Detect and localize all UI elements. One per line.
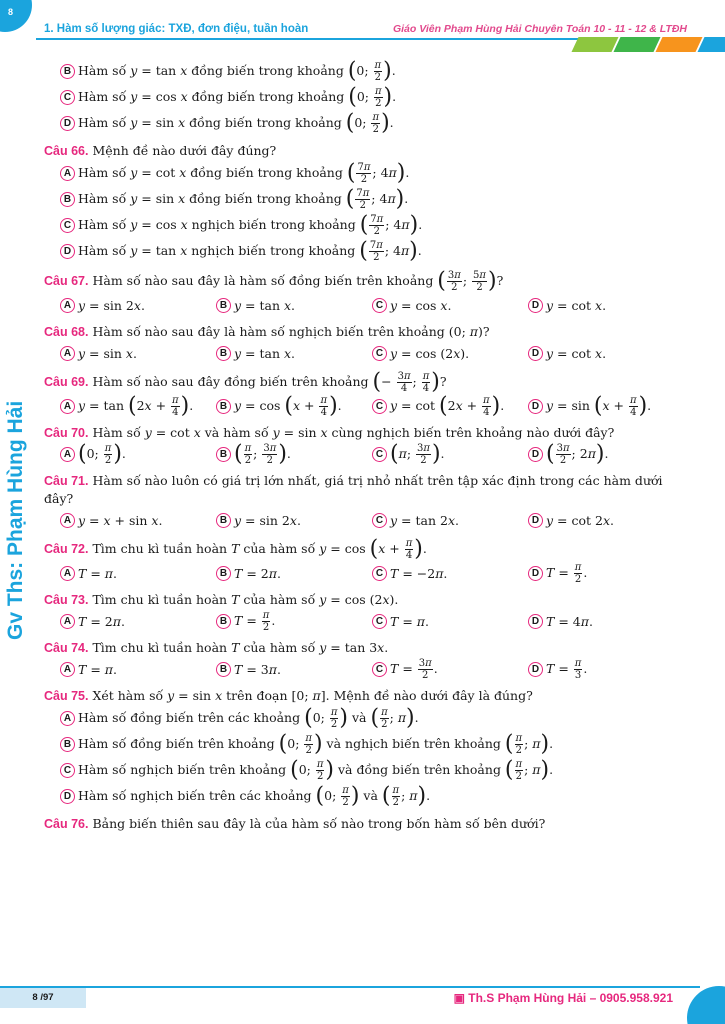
question-text: Hàm số nào sau đây là hàm số nghịch biến trên khoảng (0; π)? bbox=[92, 324, 490, 339]
option-text: y = cot x. bbox=[546, 297, 607, 313]
option-badge: C bbox=[372, 566, 387, 581]
option-badge: C bbox=[372, 662, 387, 677]
option-badge: B bbox=[216, 662, 231, 677]
answer-option-a[interactable] bbox=[60, 341, 216, 365]
answer-option-c[interactable] bbox=[372, 442, 528, 466]
option-text: Hàm số y = cot x đồng biến trong khoảng ( $\frac{7\pi}{2}$ ; 4π). bbox=[78, 160, 410, 185]
option-badge: D bbox=[528, 614, 543, 629]
answer-option-a[interactable] bbox=[60, 561, 216, 585]
question-block bbox=[44, 687, 684, 809]
option-row bbox=[44, 508, 684, 532]
option-text: y = sin 2x. bbox=[78, 297, 145, 313]
question-label: Câu 69. bbox=[44, 375, 89, 389]
option-text: Hàm số y = cos x đồng biến trong khoảng (0; $\frac{\pi}{2}$ ). bbox=[78, 84, 397, 109]
option-row bbox=[44, 341, 684, 365]
option-text: Hàm số đồng biến trên khoảng (0; $\frac{\pi}{2}$ ) và nghịch biến trên khoảng ( $\frac{\pi}{2}$ ; π). bbox=[78, 731, 554, 756]
option-badge: D bbox=[528, 513, 543, 528]
answer-option-a[interactable] bbox=[44, 160, 684, 186]
question-stem bbox=[44, 639, 684, 657]
answer-option-b[interactable] bbox=[44, 58, 684, 84]
option-text: T = 4π. bbox=[546, 613, 593, 629]
option-row bbox=[44, 609, 684, 633]
option-badge: D bbox=[528, 298, 543, 313]
answer-option-d[interactable] bbox=[528, 293, 684, 317]
answer-option-a[interactable] bbox=[60, 394, 216, 418]
question-stem bbox=[44, 424, 684, 442]
option-text: Hàm số y = sin x đồng biến trong khoảng (0; $\frac{\pi}{2}$ ). bbox=[78, 110, 394, 135]
answer-option-c[interactable] bbox=[44, 757, 684, 783]
option-text: ( $\frac{\pi}{2}$ ; $\frac{3\pi}{2}$ ). bbox=[234, 441, 291, 466]
answer-option-c[interactable] bbox=[372, 293, 528, 317]
answer-option-c[interactable] bbox=[372, 561, 528, 585]
option-badge: C bbox=[372, 614, 387, 629]
question-text: Tìm chu kì tuần hoàn T của hàm số y = cos (2x). bbox=[92, 592, 399, 607]
answer-option-c[interactable] bbox=[44, 84, 684, 110]
question-block bbox=[44, 591, 684, 633]
option-badge: B bbox=[216, 566, 231, 581]
question-label: Câu 70. bbox=[44, 426, 89, 440]
question-list bbox=[44, 58, 684, 839]
document-icon: ▣ bbox=[453, 991, 469, 1005]
option-text: Hàm số nghịch biến trên các khoảng (0; $\frac{\pi}{2}$ ) và ( $\frac{\pi}{2}$ ; π). bbox=[78, 783, 431, 808]
header-color-bars bbox=[565, 37, 725, 52]
answer-option-d[interactable] bbox=[528, 508, 684, 532]
option-text: T = $\frac{\pi}{3}$ . bbox=[546, 657, 588, 681]
question-block bbox=[44, 424, 684, 466]
option-text: Hàm số đồng biến trên các khoảng (0; $\frac{\pi}{2}$ ) và ( $\frac{\pi}{2}$ ; π). bbox=[78, 705, 419, 730]
option-badge: A bbox=[60, 662, 75, 677]
option-badge: D bbox=[528, 346, 543, 361]
answer-option-a[interactable] bbox=[60, 657, 216, 681]
header-bar-1 bbox=[572, 37, 619, 52]
option-badge: B bbox=[60, 192, 75, 207]
header-author: Giáo Viên Phạm Hùng Hải Chuyên Toán 10 - 11 - 12 & LTĐH bbox=[392, 23, 687, 35]
question-label: Câu 71. bbox=[44, 474, 89, 488]
answer-option-d[interactable] bbox=[44, 238, 684, 264]
option-text: y = sin 2x. bbox=[234, 512, 301, 528]
answer-option-b[interactable] bbox=[44, 731, 684, 757]
option-badge: A bbox=[60, 566, 75, 581]
question-text: Hàm số y = cot x và hàm số y = sin x cùng nghịch biến trên khoảng nào dưới đây? bbox=[92, 425, 615, 440]
option-row bbox=[44, 561, 684, 585]
option-badge: C bbox=[372, 346, 387, 361]
answer-option-c[interactable] bbox=[372, 394, 528, 418]
option-text: y = tan (2x + $\frac{\pi}{4}$ ). bbox=[78, 393, 194, 418]
question-text: Xét hàm số y = sin x trên đoạn [0; π]. Mệnh đề nào dưới đây là đúng? bbox=[92, 688, 533, 703]
question-block bbox=[44, 815, 684, 833]
footer-page-indicator: 8 /97 bbox=[0, 988, 86, 1008]
answer-option-d[interactable] bbox=[528, 609, 684, 633]
answer-option-d[interactable] bbox=[44, 783, 684, 809]
page-number: 8 bbox=[8, 7, 14, 17]
question-stem bbox=[44, 591, 684, 609]
option-text: y = cos x. bbox=[390, 297, 452, 313]
chapter-title: 1. Hàm số lượng giác: TXĐ, đơn điệu, tuần hoàn bbox=[44, 23, 309, 35]
option-row bbox=[44, 442, 684, 466]
answer-option-d[interactable] bbox=[528, 394, 684, 418]
question-stem bbox=[44, 472, 684, 508]
option-text: Hàm số y = tan x nghịch biến trong khoảng ( $\frac{7\pi}{2}$ ; 4π). bbox=[78, 238, 422, 263]
option-text: y = cot (2x + $\frac{\pi}{4}$ ). bbox=[390, 393, 505, 418]
answer-option-a[interactable] bbox=[60, 293, 216, 317]
option-badge: A bbox=[60, 399, 75, 414]
option-text: (0; $\frac{\pi}{2}$ ). bbox=[78, 441, 126, 466]
option-text: T = −2π. bbox=[390, 565, 448, 581]
answer-option-c[interactable] bbox=[372, 341, 528, 365]
question-text: Hàm số nào sau đây là hàm số đồng biến trên khoảng ( $\frac{3\pi}{2}$ ; $\frac{5\pi}{2}$ )? bbox=[92, 268, 504, 294]
option-text: (π; $\frac{3\pi}{2}$ ). bbox=[390, 441, 445, 466]
page-corner-badge bbox=[0, 0, 32, 32]
option-badge: A bbox=[60, 447, 75, 462]
option-text: y = sin (x + $\frac{\pi}{4}$ ). bbox=[546, 393, 652, 418]
option-text: ( $\frac{3\pi}{2}$ ; 2π). bbox=[546, 441, 609, 466]
answer-option-b[interactable] bbox=[216, 394, 372, 418]
question-label: Câu 67. bbox=[44, 274, 89, 288]
answer-option-b[interactable] bbox=[216, 609, 372, 633]
option-text: y = cot x. bbox=[546, 345, 607, 361]
answer-option-c[interactable] bbox=[372, 508, 528, 532]
option-badge: B bbox=[216, 447, 231, 462]
header-bar-3 bbox=[656, 37, 703, 52]
question-label: Câu 75. bbox=[44, 689, 89, 703]
answer-option-c[interactable] bbox=[44, 212, 684, 238]
question-label: Câu 72. bbox=[44, 542, 89, 556]
answer-option-d[interactable] bbox=[528, 442, 684, 466]
question-block bbox=[44, 371, 684, 418]
option-badge: D bbox=[528, 662, 543, 677]
option-text: T = $\frac{\pi}{2}$ . bbox=[546, 561, 588, 585]
option-text: Hàm số nghịch biến trên khoảng (0; $\frac{\pi}{2}$ ) và đồng biến trên khoảng ( $\frac{\pi}{2}$ ; π). bbox=[78, 757, 554, 782]
question-stem bbox=[44, 687, 684, 705]
question-text: Tìm chu kì tuần hoàn T của hàm số y = tan 3x. bbox=[92, 640, 389, 655]
option-row bbox=[44, 394, 684, 418]
answer-option-d[interactable] bbox=[44, 110, 684, 136]
option-text: T = 2π. bbox=[234, 565, 281, 581]
question-stem bbox=[44, 815, 684, 833]
header-bar-4 bbox=[698, 37, 725, 52]
answer-option-a[interactable] bbox=[60, 442, 216, 466]
question-stem bbox=[44, 538, 684, 561]
footer-divider bbox=[0, 986, 700, 988]
option-badge: C bbox=[372, 399, 387, 414]
option-badge: B bbox=[216, 298, 231, 313]
question-block bbox=[44, 472, 684, 532]
option-badge: A bbox=[60, 298, 75, 313]
question-stem bbox=[44, 270, 684, 293]
option-badge: A bbox=[60, 346, 75, 361]
question-text: Mệnh đề nào dưới đây đúng? bbox=[92, 143, 277, 158]
option-text: T = $\frac{3\pi}{2}$ . bbox=[390, 657, 438, 681]
option-text: Hàm số y = sin x đồng biến trong khoảng ( $\frac{7\pi}{2}$ ; 4π). bbox=[78, 186, 409, 211]
option-badge: B bbox=[216, 399, 231, 414]
question-label: Câu 66. bbox=[44, 144, 89, 158]
option-badge: D bbox=[528, 566, 543, 581]
option-text: T = $\frac{\pi}{2}$ . bbox=[234, 609, 276, 633]
option-badge: B bbox=[60, 64, 75, 79]
question-text: Hàm số nào sau đây đồng biến trên khoảng (− $\frac{3\pi}{4}$ ; $\frac{\pi}{4}$ )? bbox=[92, 369, 447, 395]
question-text: Tìm chu kì tuần hoàn T của hàm số y = cos (x + $\frac{\pi}{4}$ ). bbox=[92, 536, 427, 562]
answer-option-b[interactable] bbox=[216, 341, 372, 365]
option-badge: A bbox=[60, 513, 75, 528]
option-badge: C bbox=[60, 218, 75, 233]
option-row bbox=[44, 293, 684, 317]
answer-option-b[interactable] bbox=[216, 293, 372, 317]
answer-option-b[interactable] bbox=[216, 561, 372, 585]
option-text: y = cos (x + $\frac{\pi}{4}$ ). bbox=[234, 393, 342, 418]
answer-option-c[interactable] bbox=[372, 609, 528, 633]
header-bar-2 bbox=[614, 37, 661, 52]
option-text: y = x + sin x. bbox=[78, 512, 163, 528]
footer-contact bbox=[454, 991, 673, 1005]
answer-option-a[interactable] bbox=[60, 609, 216, 633]
question-stem bbox=[44, 371, 684, 394]
option-badge: C bbox=[372, 447, 387, 462]
option-badge: D bbox=[528, 399, 543, 414]
question-block bbox=[44, 58, 684, 136]
option-text: y = tan 2x. bbox=[390, 512, 459, 528]
option-text: y = tan x. bbox=[234, 345, 296, 361]
question-text: Hàm số nào luôn có giá trị lớn nhất, giá trị nhỏ nhất trên tập xác định trong các hàm dưới đây? bbox=[44, 473, 663, 506]
header-divider bbox=[36, 38, 596, 40]
answer-option-b[interactable] bbox=[44, 186, 684, 212]
answer-option-c[interactable] bbox=[372, 657, 528, 681]
question-block bbox=[44, 142, 684, 264]
option-text: T = 3π. bbox=[234, 661, 281, 677]
option-text: Hàm số y = cos x nghịch biến trong khoảng ( $\frac{7\pi}{2}$ ; 4π). bbox=[78, 212, 423, 237]
option-badge: B bbox=[216, 614, 231, 629]
question-label: Câu 68. bbox=[44, 325, 89, 339]
answer-option-d[interactable] bbox=[528, 341, 684, 365]
option-badge: A bbox=[60, 166, 75, 181]
option-badge: B bbox=[216, 346, 231, 361]
answer-option-d[interactable] bbox=[528, 561, 684, 585]
option-text: T = π. bbox=[78, 661, 117, 677]
option-badge: A bbox=[60, 711, 75, 726]
option-text: T = π. bbox=[78, 565, 117, 581]
question-stem bbox=[44, 323, 684, 341]
option-badge: D bbox=[60, 116, 75, 131]
option-badge: C bbox=[372, 513, 387, 528]
option-badge: B bbox=[60, 737, 75, 752]
option-text: y = cot 2x. bbox=[546, 512, 615, 528]
option-row bbox=[44, 657, 684, 681]
footer-corner-decoration bbox=[687, 986, 725, 1024]
option-text: Hàm số y = tan x đồng biến trong khoảng (0; $\frac{\pi}{2}$ ). bbox=[78, 58, 396, 83]
question-block bbox=[44, 323, 684, 365]
option-badge: D bbox=[528, 447, 543, 462]
answer-option-b[interactable] bbox=[216, 657, 372, 681]
question-block bbox=[44, 639, 684, 681]
option-text: y = tan x. bbox=[234, 297, 296, 313]
option-badge: B bbox=[216, 513, 231, 528]
question-stem bbox=[44, 142, 684, 160]
option-badge: A bbox=[60, 614, 75, 629]
answer-option-b[interactable] bbox=[216, 508, 372, 532]
option-badge: C bbox=[60, 90, 75, 105]
option-text: T = 2π. bbox=[78, 613, 125, 629]
option-badge: C bbox=[60, 763, 75, 778]
question-text: Bảng biến thiên sau đây là của hàm số nào trong bốn hàm số bên dưới? bbox=[92, 816, 546, 831]
option-badge: D bbox=[60, 244, 75, 259]
option-badge: D bbox=[60, 789, 75, 804]
option-text: T = π. bbox=[390, 613, 429, 629]
question-block bbox=[44, 538, 684, 585]
option-text: y = sin x. bbox=[78, 345, 137, 361]
question-block bbox=[44, 270, 684, 317]
answer-option-b[interactable] bbox=[216, 442, 372, 466]
option-badge: C bbox=[372, 298, 387, 313]
side-author-text: Gv Ths: Phạm Hùng Hải bbox=[4, 400, 27, 640]
answer-option-a[interactable] bbox=[60, 508, 216, 532]
question-label: Câu 76. bbox=[44, 817, 89, 831]
answer-option-a[interactable] bbox=[44, 705, 684, 731]
question-label: Câu 73. bbox=[44, 593, 89, 607]
footer-contact-text: Th.S Phạm Hùng Hải – 0905.958.921 bbox=[468, 991, 673, 1005]
question-label: Câu 74. bbox=[44, 641, 89, 655]
option-text: y = cos (2x). bbox=[390, 345, 470, 361]
answer-option-d[interactable] bbox=[528, 657, 684, 681]
